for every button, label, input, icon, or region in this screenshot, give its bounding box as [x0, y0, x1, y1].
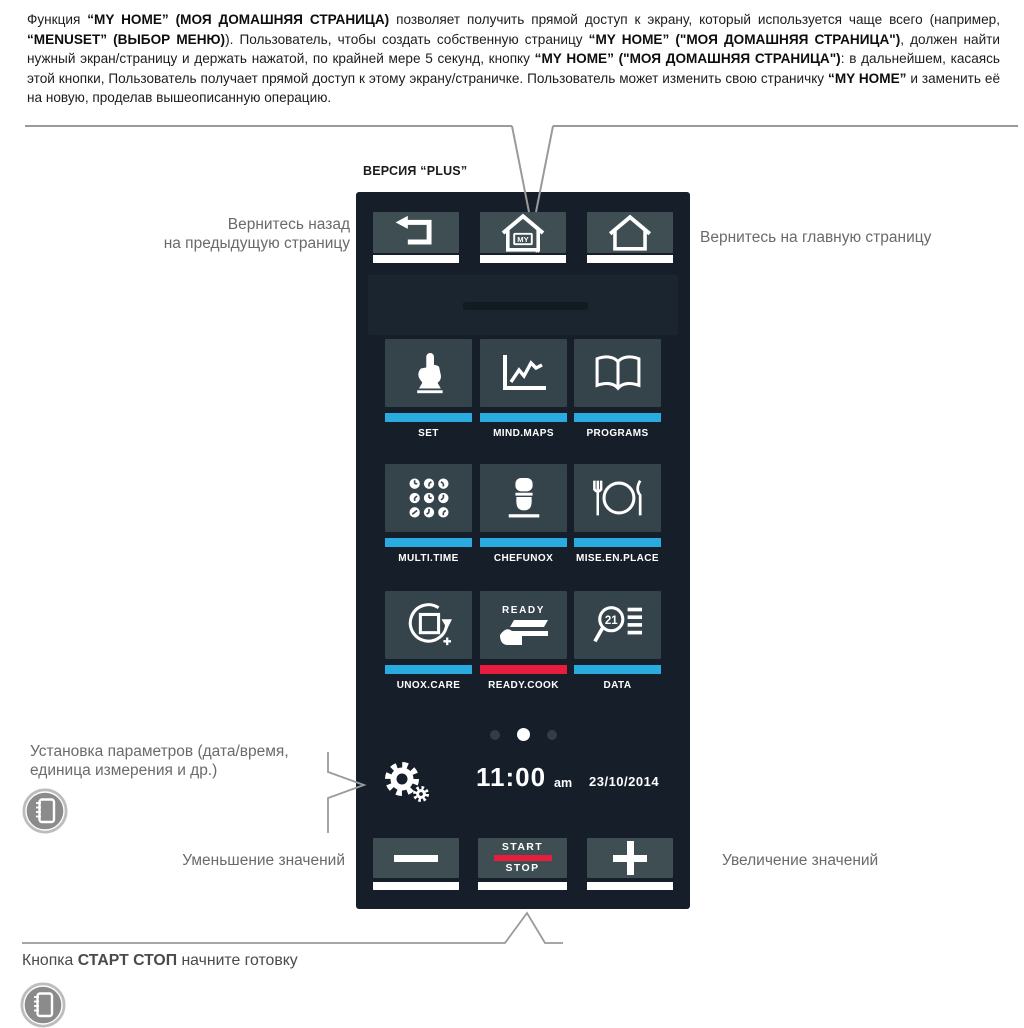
annotation-increase: Увеличение значений	[722, 852, 879, 869]
page-indicator	[356, 728, 690, 741]
start-stop-red-bar	[494, 855, 552, 861]
mind-maps-button[interactable]	[480, 339, 567, 407]
button-underline	[373, 882, 459, 890]
button-underline	[587, 882, 673, 890]
decrease-button[interactable]	[373, 838, 459, 878]
clock-time: 11:00	[476, 762, 547, 792]
tile-label: MULTI.TIME	[398, 553, 459, 564]
annotation-settings: Установка параметров (дата/время, единица измерения и др.)	[30, 743, 289, 779]
my-home-icon	[496, 213, 550, 253]
unox-care-button[interactable]	[385, 591, 472, 659]
annotation-back: Вернитесь назад на предыдущую страницу	[163, 216, 350, 252]
stop-label: STOP	[505, 862, 540, 874]
tile-label: DATA	[603, 680, 632, 691]
tile-accent-bar	[480, 665, 567, 674]
intro-paragraph: Функция “MY HOME” (МОЯ ДОМАШНЯЯ СТРАНИЦА) позволяет получить прямой доступ к экрану, который используется чаще всего (например, “MENUSET” (ВЫБОР МЕНЮ)). Пользователь, чтобы создать собственную страницу “MY HOME” ("МОЯ ДОМАШНЯЯ СТРАНИЦА"), должен найти нужный экран/страницу и держать нажатой, по крайней мере 5 секунд, кнопку “MY HOME” ("МОЯ ДОМАШНЯЯ СТРАНИЦА"): в дальнейшем, касаясь этой кнопки, Пользователь получает прямой доступ к этому экрану/страничке. Пользователь может изменить свою страничку “MY HOME” и заменить её на новую, проделав вышеописанную операцию.	[27, 12, 1001, 106]
rotate-square-icon	[406, 602, 452, 648]
svg-text:21: 21	[604, 615, 618, 628]
version-label: ВЕРСИЯ “PLUS”	[363, 164, 468, 178]
annotation-decrease: Уменьшение значений	[182, 852, 345, 869]
tile-accent-bar	[385, 538, 472, 547]
home-button[interactable]	[587, 212, 673, 253]
pager-dot[interactable]	[490, 730, 500, 740]
tile-accent-bar	[574, 538, 661, 547]
svg-text:MY: MY	[517, 234, 529, 244]
multi-time-button[interactable]	[385, 464, 472, 532]
tile-label: UNOX.CARE	[396, 680, 461, 691]
tile-accent-bar	[385, 665, 472, 674]
tile-accent-bar	[480, 413, 567, 422]
tile-label: READY.COOK	[488, 680, 559, 691]
button-underline	[480, 255, 566, 263]
start-label: START	[501, 841, 544, 853]
pager-dot[interactable]	[547, 730, 557, 740]
button-underline	[587, 255, 673, 263]
button-underline	[373, 255, 459, 263]
clock-meridiem: am	[554, 776, 573, 790]
tile-label: MISE.EN.PLACE	[576, 553, 659, 564]
pager-dot-active[interactable]	[517, 728, 530, 741]
plus-icon	[613, 841, 647, 875]
data-button[interactable]	[574, 591, 661, 659]
tile-accent-bar	[574, 665, 661, 674]
chef-icon	[503, 476, 545, 520]
search-list-icon	[593, 604, 643, 646]
press-hand-icon	[409, 350, 449, 396]
annotation-startstop: Кнопка СТАРТ СТОП начните готовку	[22, 952, 298, 969]
ready-cook-button[interactable]	[480, 591, 567, 659]
my-home-button[interactable]	[480, 212, 566, 253]
tile-accent-bar	[480, 538, 567, 547]
tile-accent-bar	[385, 413, 472, 422]
plate-cutlery-icon	[591, 477, 645, 519]
tile-label: SET	[418, 428, 439, 439]
date-display: 23/10/2014	[589, 774, 660, 789]
manual-booklet-icon	[22, 788, 68, 834]
settings-gear-icon[interactable]	[383, 760, 433, 804]
svg-text:★: ★	[534, 245, 541, 253]
programs-button[interactable]	[574, 339, 661, 407]
button-underline	[478, 882, 567, 890]
mise-en-place-button[interactable]	[574, 464, 661, 532]
home-icon	[604, 214, 656, 252]
multi-clock-icon	[407, 476, 451, 520]
open-book-icon	[593, 354, 643, 392]
start-stop-button[interactable]	[478, 838, 567, 878]
touchscreen-panel	[356, 192, 690, 909]
back-icon	[391, 215, 441, 251]
tile-label: MIND.MAPS	[493, 428, 554, 439]
chefunox-button[interactable]	[480, 464, 567, 532]
ready-hand-icon	[498, 619, 550, 645]
set-button[interactable]	[385, 339, 472, 407]
ghost-strip	[368, 275, 678, 335]
tile-label: CHEFUNOX	[493, 553, 554, 564]
line-chart-icon	[500, 353, 548, 393]
increase-button[interactable]	[587, 838, 673, 878]
manual-booklet-icon	[20, 982, 66, 1028]
minus-icon	[394, 855, 438, 862]
ready-icon-text: READY	[501, 605, 545, 616]
tile-accent-bar	[574, 413, 661, 422]
annotation-home: Вернитесь на главную страницу	[700, 229, 932, 246]
back-button[interactable]	[373, 212, 459, 253]
tile-label: PROGRAMS	[586, 428, 649, 439]
